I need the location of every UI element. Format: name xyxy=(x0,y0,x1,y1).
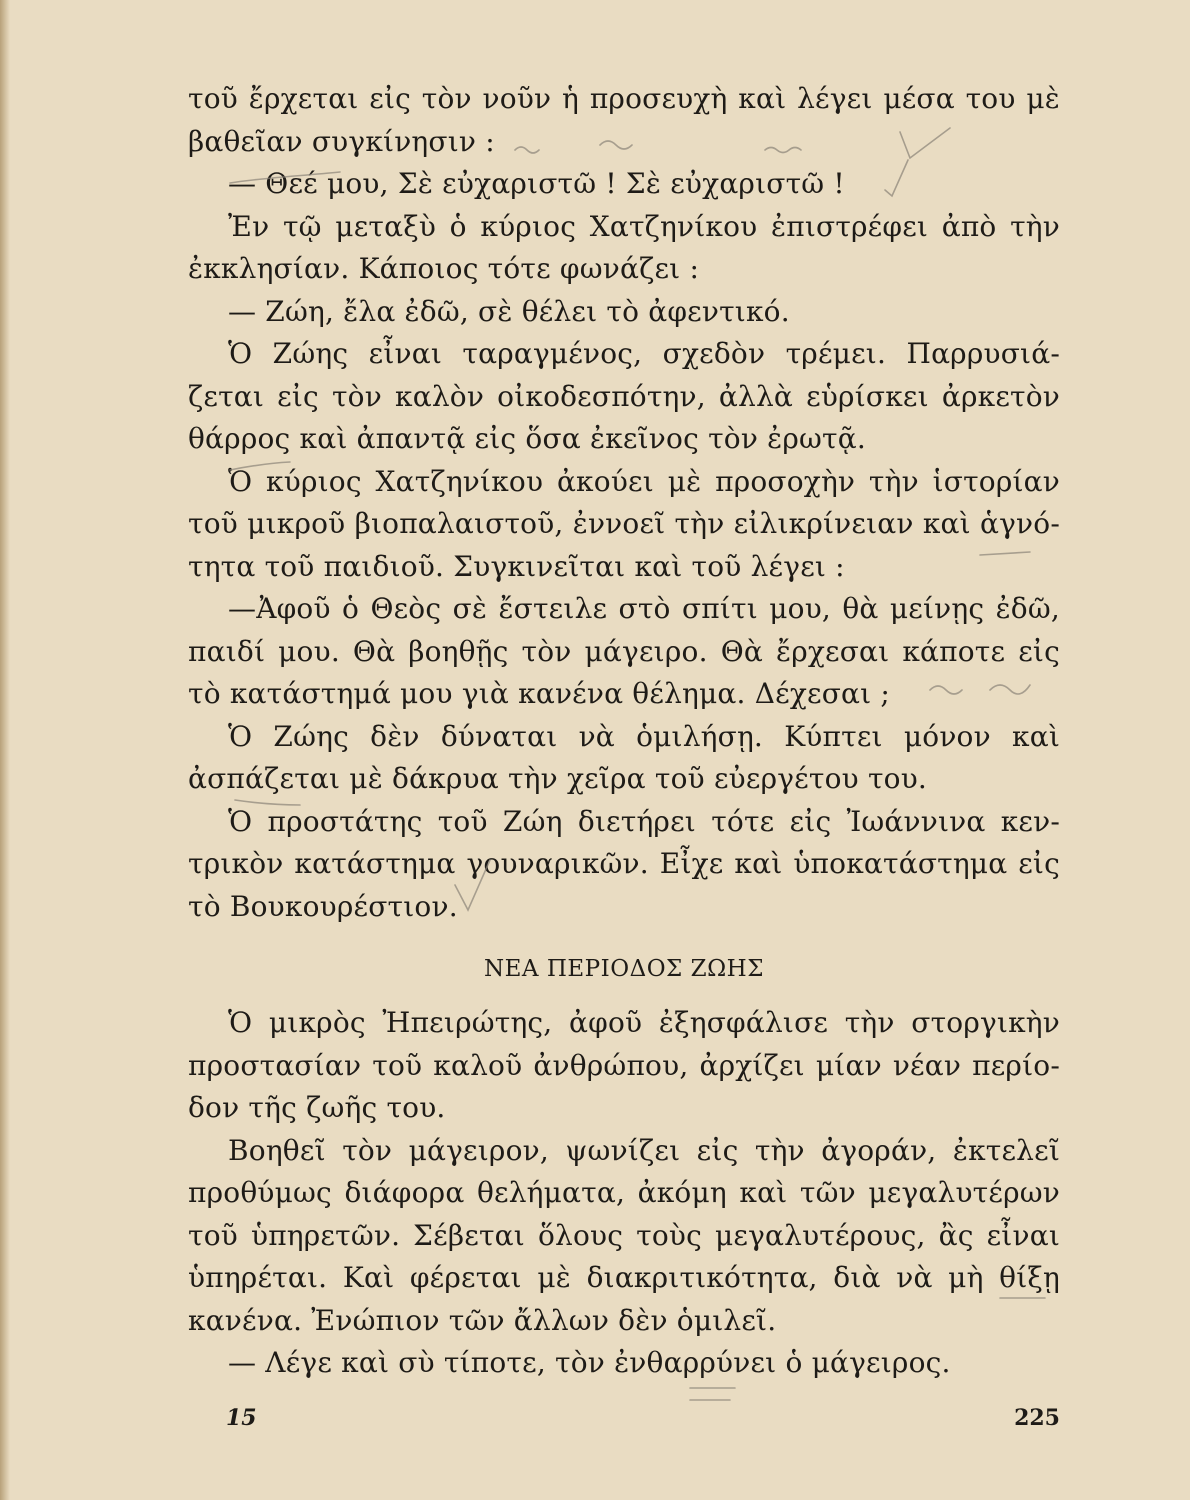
dialogue-line: — Θεέ μου, Σὲ εὐχαριστῶ ! Σὲ εὐχαριστῶ ! xyxy=(228,167,845,200)
text-line: τοῦ μικροῦ βιοπαλαιστοῦ, ἐννοεῖ τὴν εἰλικρίνειαν καὶ ἁγνό- xyxy=(188,507,1060,540)
text-line: τὸ κατάστημά μου γιὰ κανένα θέλημα. Δέχεσαι ; xyxy=(188,677,891,710)
page-number: 225 xyxy=(1014,1405,1060,1431)
dialogue-line: — Ζώη, ἔλα ἐδῶ, σὲ θέλει τὸ ἀφεντικό. xyxy=(228,294,790,328)
text-line: Ὁ μικρὸς Ἠπειρώτης, ἀφοῦ ἐξησφάλισε τὴν στοργικὴν xyxy=(228,1006,1060,1039)
text-line: Ὁ Ζώης δὲν δύναται νὰ ὁμιλήσῃ. Κύπτει μόνον καὶ xyxy=(228,719,1060,753)
signature-mark: 15 xyxy=(226,1405,257,1431)
text-line: Ὁ προστάτης τοῦ Ζώη διετήρει τότε εἰς Ἰωάννινα κεν- xyxy=(228,804,1060,838)
text-line: τητα τοῦ παιδιοῦ. Συγκινεῖται καὶ τοῦ λέγει : xyxy=(188,549,845,583)
dialogue-line: —Ἀφοῦ ὁ Θεὸς σὲ ἔστειλε στὸ σπίτι μου, θὰ μείνῃς ἐδῶ, xyxy=(228,592,1060,625)
text-line: ἐκκλησίαν. Κάποιος τότε φωνάζει : xyxy=(188,252,700,285)
text-line: τὸ Βουκουρέστιον. xyxy=(188,889,458,923)
text-line: ὑπηρέται. Καὶ φέρεται μὲ διακριτικότητα, διὰ νὰ μὴ θίξῃ xyxy=(188,1261,1060,1294)
dialogue-line: — Λέγε καὶ σὺ τίποτε, τὸν ἐνθαρρύνει ὁ μάγειρος. xyxy=(228,1346,951,1379)
text-line: κανένα. Ἐνώπιον τῶν ἄλλων δὲν ὁμιλεῖ. xyxy=(188,1303,777,1337)
text-line: δον τῆς ζωῆς του. xyxy=(188,1091,446,1124)
text-line: προστασίαν τοῦ καλοῦ ἀνθρώπου, ἀρχίζει μίαν νέαν περίο- xyxy=(188,1048,1060,1082)
text-line: προθύμως διάφορα θελήματα, ἀκόμη καὶ τῶν μεγαλυτέρων xyxy=(188,1176,1060,1209)
text-line: ἀσπάζεται μὲ δάκρυα τὴν χεῖρα τοῦ εὐεργέτου του. xyxy=(188,762,928,795)
text-line: θάρρος καὶ ἀπαντᾷ εἰς ὅσα ἐκεῖνος τὸν ἐρωτᾷ. xyxy=(188,422,866,455)
page-edge xyxy=(0,0,10,1500)
text-line: τοῦ ὑπηρετῶν. Σέβεται ὅλους τοὺς μεγαλυτέρους, ἂς εἶναι xyxy=(188,1218,1060,1252)
text-line: ζεται εἰς τὸν καλὸν οἰκοδεσπότην, ἀλλὰ εὑρίσκει ἀρκετὸν xyxy=(188,379,1060,413)
text-line: τρικὸν κατάστημα γουναρικῶν. Εἶχε καὶ ὑποκατάστημα εἰς xyxy=(188,847,1060,880)
page-text xyxy=(188,78,1060,1385)
text-line: Ἐν τῷ μεταξὺ ὁ κύριος Χατζηνίκου ἐπιστρέφει ἀπὸ τὴν xyxy=(228,209,1060,243)
text-line: Ὁ κύριος Χατζηνίκου ἀκούει μὲ προσοχὴν τὴν ἱστορίαν xyxy=(228,464,1060,498)
text-line: Ὁ Ζώης εἶναι ταραγμένος, σχεδὸν τρέμει. Παρρυσιά- xyxy=(228,337,1060,370)
section-heading: ΝΕΑ ΠΕΡΙΟΔΟΣ ΖΩΗΣ xyxy=(483,956,764,982)
text-line: βαθεῖαν συγκίνησιν : xyxy=(188,124,495,158)
text-line: Βοηθεῖ τὸν μάγειρον, ψωνίζει εἰς τὴν ἀγοράν, ἐκτελεῖ xyxy=(228,1133,1060,1167)
text-line: τοῦ ἔρχεται εἰς τὸν νοῦν ἡ προσευχὴ καὶ λέγει μέσα του μὲ xyxy=(188,82,1060,115)
text-line: παιδί μου. Θὰ βοηθῇς τὸν μάγειρο. Θὰ ἔρχεσαι κάποτε εἰς xyxy=(188,634,1060,668)
